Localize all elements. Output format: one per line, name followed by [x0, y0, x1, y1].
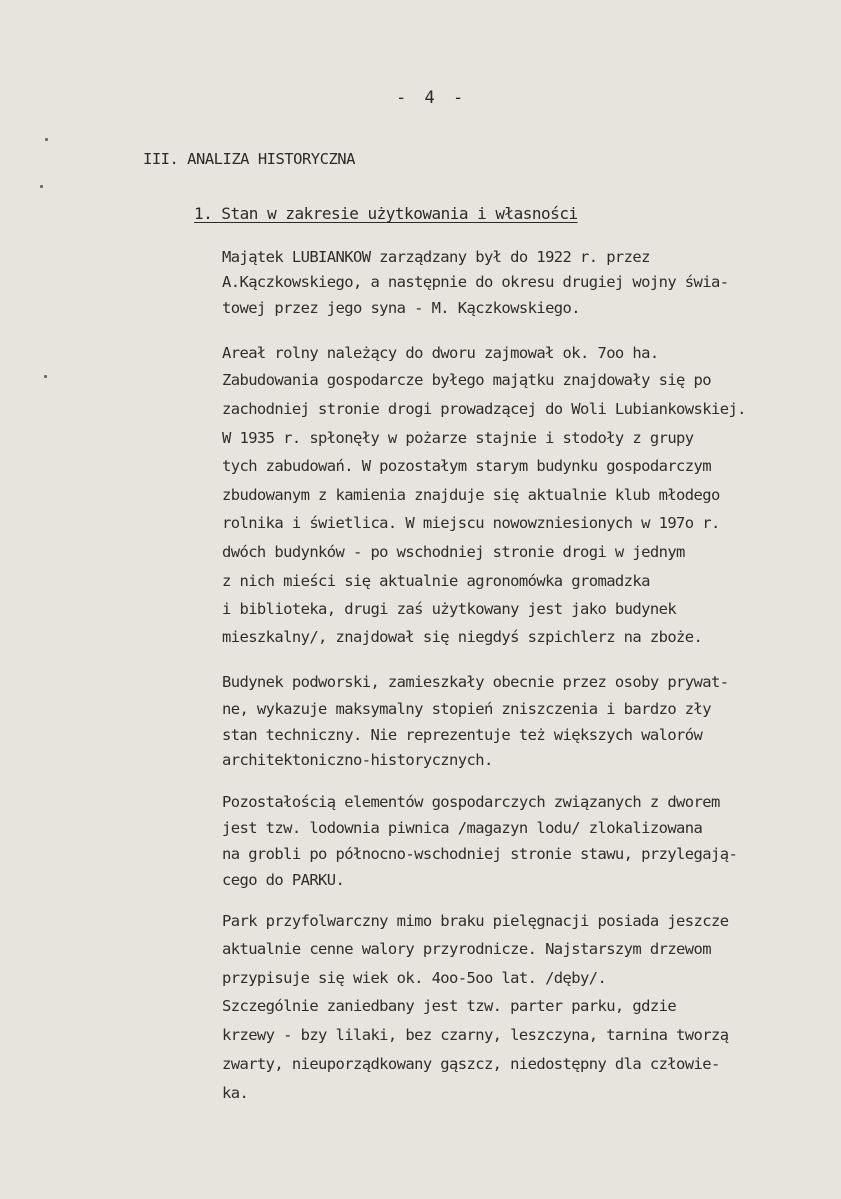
paragraph-line: Budynek podworski, zamieszkały obecnie przez osoby prywat-: [222, 673, 729, 691]
margin-mark: [44, 375, 47, 378]
paragraph-line: A.Kączkowskiego, a następnie do okresu drugiej wojny świa-: [222, 273, 729, 291]
paragraph-line: na grobli po północno-wschodniej stronie stawu, przylegają-: [222, 845, 738, 863]
paragraph-line: jest tzw. lodownia piwnica /magazyn lodu/ zlokalizowana: [222, 819, 703, 837]
paragraph-line: Szczególnie zaniedbany jest tzw. parter parku, gdzie: [222, 997, 677, 1015]
margin-mark: [40, 185, 43, 188]
paragraph-line: ka.: [222, 1084, 249, 1102]
paragraph-line: mieszkalny/, znajdował się niegdyś szpichlerz na zboże.: [222, 628, 703, 646]
paragraph-line: zachodniej stronie drogi prowadzącej do Woli Lubiankowskiej.: [222, 400, 746, 418]
paragraph-line: aktualnie cenne walory przyrodnicze. Najstarszym drzewom: [222, 940, 711, 958]
paragraph-line: ne, wykazuje maksymalny stopień zniszczenia i bardzo zły: [222, 700, 711, 718]
paragraph-line: towej przez jego syna - M. Kączkowskiego.: [222, 299, 581, 317]
paragraph-line: tych zabudowań. W pozostałym starym budynku gospodarczym: [222, 457, 711, 475]
paragraph-line: krzewy - bzy lilaki, bez czarny, leszczyna, tarnina tworzą: [222, 1026, 729, 1044]
paragraph-line: przypisuje się wiek ok. 4oo-5oo lat. /dęby/.: [222, 969, 607, 987]
paragraph-line: Majątek LUBIANKOW zarządzany był do 1922 r. przez: [222, 248, 650, 266]
page-number: - 4 -: [396, 88, 468, 108]
paragraph-line: dwóch budynków - po wschodniej stronie drogi w jednym: [222, 543, 685, 561]
subsection-title: 1. Stan w zakresie użytkowania i własności: [194, 204, 578, 223]
paragraph-line: zwarty, nieuporządkowany gąszcz, niedostępny dla człowie-: [222, 1055, 720, 1073]
paragraph-line: i biblioteka, drugi zaś użytkowany jest jako budynek: [222, 600, 677, 618]
paragraph-line: rolnika i świetlica. W miejscu nowowzniesionych w 197o r.: [222, 514, 720, 532]
paragraph-line: Park przyfolwarczny mimo braku pielęgnacji posiada jeszcze: [222, 912, 729, 930]
paragraph-line: cego do PARKU.: [222, 871, 345, 889]
margin-mark: [45, 138, 48, 141]
paragraph-line: W 1935 r. spłonęły w pożarze stajnie i stodoły z grupy: [222, 429, 694, 447]
paragraph-line: stan techniczny. Nie reprezentuje też większych walorów: [222, 726, 703, 744]
paragraph-line: z nich mieści się aktualnie agronomówka gromadzka: [222, 572, 650, 590]
paragraph-line: Zabudowania gospodarcze byłego majątku znajdowały się po: [222, 371, 711, 389]
section-title: III. ANALIZA HISTORYCZNA: [143, 150, 355, 168]
paragraph-line: architektoniczno-historycznych.: [222, 751, 493, 769]
paragraph-line: zbudowanym z kamienia znajduje się aktualnie klub młodego: [222, 486, 720, 504]
paragraph-line: Pozostałością elementów gospodarczych związanych z dworem: [222, 793, 720, 811]
paragraph-line: Areał rolny należący do dworu zajmował ok. 7oo ha.: [222, 344, 659, 362]
